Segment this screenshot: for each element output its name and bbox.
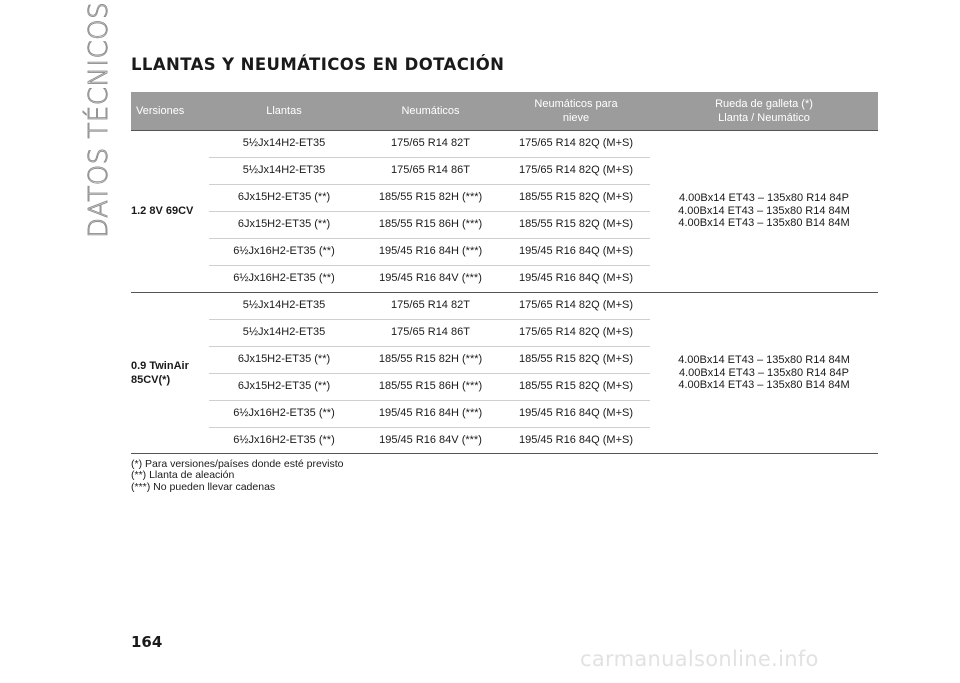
nieve-cell: 185/55 R15 82Q (M+S) [502, 211, 650, 238]
llanta-cell: 6½Jx16H2-ET35 (**) [209, 238, 359, 265]
header-rueda-galleta [650, 92, 878, 130]
header-versiones: Versiones [136, 104, 185, 117]
neumatico-cell: 195/45 R16 84V (***) [379, 272, 482, 284]
llanta-cell: 6½Jx16H2-ET35 (**) [233, 272, 335, 284]
header-llantas: Llantas [266, 104, 302, 117]
llanta-cell: 5½Jx14H2-ET35 [209, 292, 359, 319]
neumatico-cell: 175/65 R14 86T [359, 157, 502, 184]
nieve-cell: 195/45 R16 84Q (M+S) [518, 434, 634, 446]
section-side-title: DATOS TÉCNICOS [84, 1, 114, 238]
version-cell: 0.9 TwinAir 85CV(*) [131, 292, 209, 454]
galleta-cell [650, 292, 878, 454]
neumatico-cell: 175/65 R14 82T [359, 130, 502, 157]
footnote: (*) Para versiones/países donde esté previsto [131, 458, 344, 470]
table-bottom-rule [131, 453, 878, 454]
neumatico-cell: 185/55 R15 86H (***) [359, 211, 502, 238]
galleta-line: 4.00Bx14 ET43 – 135x80 R14 84P [678, 192, 849, 205]
nieve-cell: 185/55 R15 82Q (M+S) [502, 184, 650, 211]
neumatico-cell: 175/65 R14 82T [359, 292, 502, 319]
table-header-row [131, 92, 878, 130]
nieve-cell: 195/45 R16 84Q (M+S) [502, 238, 650, 265]
llanta-cell: 6Jx15H2-ET35 (**) [209, 211, 359, 238]
nieve-cell: 185/55 R15 82Q (M+S) [502, 346, 650, 373]
nieve-cell: 175/65 R14 82Q (M+S) [502, 130, 650, 157]
neumatico-cell: 185/55 R15 82H (***) [359, 346, 502, 373]
header-neumaticos: Neumáticos [401, 104, 460, 117]
neumatico-cell: 195/45 R16 84H (***) [359, 400, 502, 427]
llanta-cell: 6Jx15H2-ET35 (**) [209, 373, 359, 400]
footnote: (***) No pueden llevar cadenas [131, 480, 276, 493]
galleta-line: 4.00Bx14 ET43 – 135x80 B14 84M [678, 379, 850, 392]
llanta-cell: 6½Jx16H2-ET35 (**) [209, 400, 359, 427]
llanta-cell: 5½Jx14H2-ET35 [209, 319, 359, 346]
tires-table [131, 92, 878, 454]
neumatico-cell: 175/65 R14 86T [359, 319, 502, 346]
neumatico-cell: 195/45 R16 84H (***) [359, 238, 502, 265]
header-neumaticos-nieve [502, 92, 650, 130]
table-row [131, 130, 878, 157]
neumatico-cell: 185/55 R15 86H (***) [359, 373, 502, 400]
header-nieve-line-2: nieve [562, 111, 590, 124]
nieve-cell: 195/45 R16 84Q (M+S) [502, 400, 650, 427]
galleta-line: 4.00Bx14 ET43 – 135x80 R14 84M [678, 354, 850, 367]
nieve-cell: 175/65 R14 82Q (M+S) [502, 319, 650, 346]
header-nieve-line-1: Neumáticos para [534, 97, 618, 110]
neumatico-cell: 195/45 R16 84V (***) [379, 434, 482, 446]
llanta-cell: 6½Jx16H2-ET35 (**) [233, 434, 335, 446]
footnotes [131, 459, 343, 493]
nieve-cell: 175/65 R14 82Q (M+S) [502, 292, 650, 319]
version-cell: 1.2 8V 69CV [131, 130, 209, 292]
neumatico-cell: 185/55 R15 82H (***) [359, 184, 502, 211]
page-number: 164 [131, 633, 163, 651]
page-heading: LLANTAS Y NEUMÁTICOS EN DOTACIÓN [131, 55, 505, 74]
llanta-cell: 6Jx15H2-ET35 (**) [209, 184, 359, 211]
llanta-cell: 5½Jx14H2-ET35 [209, 157, 359, 184]
header-galleta-line-1: Rueda de galleta (*) [715, 97, 813, 110]
galleta-line: 4.00Bx14 ET43 – 135x80 B14 84M [678, 217, 850, 230]
galleta-cell [650, 130, 878, 292]
galleta-line: 4.00Bx14 ET43 – 135x80 R14 84M [678, 204, 850, 217]
llanta-cell: 6Jx15H2-ET35 (**) [209, 346, 359, 373]
nieve-cell: 195/45 R16 84Q (M+S) [518, 272, 634, 284]
nieve-cell: 185/55 R15 82Q (M+S) [502, 373, 650, 400]
footnote: (**) Llanta de aleación [131, 469, 235, 482]
watermark: carmanualsonline.info [580, 647, 819, 671]
nieve-cell: 175/65 R14 82Q (M+S) [502, 157, 650, 184]
header-galleta-line-2: Llanta / Neumático [718, 111, 810, 124]
galleta-line: 4.00Bx14 ET43 – 135x80 R14 84P [678, 366, 849, 379]
llanta-cell: 5½Jx14H2-ET35 [209, 130, 359, 157]
table-row [131, 292, 878, 319]
